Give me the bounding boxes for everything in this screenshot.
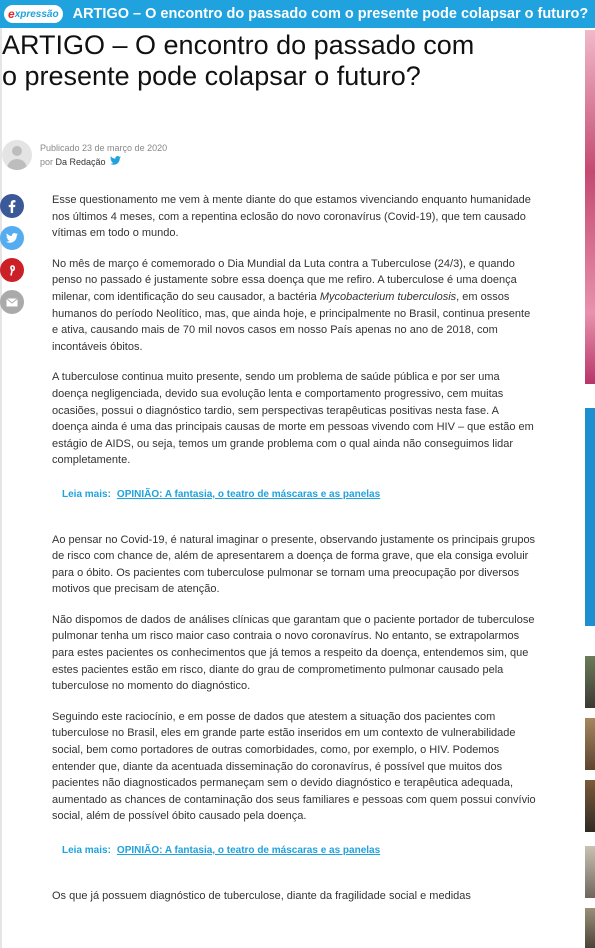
author-name[interactable]: Da Redação xyxy=(55,156,106,167)
article-meta xyxy=(40,141,167,170)
sidebar-thumbnail[interactable] xyxy=(585,718,595,770)
paragraph: No mês de março é comemorado o Dia Mundial da Luta contra a Tuberculose (24/3), e quando penso no passado é justamente sobre essa doença que me refiro. A tuberculose é uma doença milenar, com identificação do seu causador, a bactéria Mycobacterium tuberculosis, em ossos humanos do período Neolítico, mas, que ainda hoje, e principalmente no Brasil, continua presente e ativa, causando mais de 70 mil novos casos em nosso País apenas no ano de 2018, com incontáveis óbitos. xyxy=(52,257,531,353)
twitter-share-button[interactable] xyxy=(0,226,24,250)
sidebar-ad-banner[interactable] xyxy=(585,408,595,626)
pinterest-icon xyxy=(7,264,17,276)
paragraph: Esse questionamento me vem à mente diante do que estamos vivenciando enquanto humanidade nos últimos 4 meses, com a repentina eclosão do novo coronavírus (Covid-19), que tem causado vítimas em todo o mundo. xyxy=(52,194,531,240)
twitter-icon[interactable] xyxy=(110,155,121,169)
paragraph: Seguindo este raciocínio, e em posse de dados que atestem a situação dos pacientes com tuberculose no Brasil, eles em grande parte estão inseridos em um contexto de vulnerabilidade social, bem como portadores de outras comorbidades, como, por exemplo, o HIV. Podemos entender que, diante da acentuada disseminação do coronavírus, é possível que muitos dos pacientes não diagnosticados permaneçam sem o devido diagnóstico e terapêutica adequada, aumentado as chances de contaminação dos seus familiares e pessoas com quem possui convívio social, além de possível óbito causado pela doença. xyxy=(52,710,536,823)
sidebar-thumbnail[interactable] xyxy=(585,846,595,898)
sidebar-thumbnail[interactable] xyxy=(585,908,595,948)
paragraph: Ao pensar no Covid-19, é natural imaginar o presente, observando justamente os principais grupos de risco com chance de, além de apresentarem a doença de forma grave, que ela consiga evoluir para o óbito. Os pacientes com tuberculose pulmonar se tornam uma preocupação por diversos motivos que precisam de atenção. xyxy=(52,533,536,596)
avatar xyxy=(2,140,32,170)
paragraph: Não dispomos de dados de análises clínicas que garantam que o paciente portador de tuberculose pulmonar tenha um risco maior caso contraia o novo coronavírus. No entanto, se extrapolarmos para estes pacientes os conhecimentos que já temos a respeito da doença, entendemos sim, que estes pacientes estão em risco, diante do grau de comprometimento pulmonar causado pela tuberculose no momento do diagnóstico. xyxy=(52,613,535,693)
facebook-icon xyxy=(8,200,16,213)
paragraph: A tuberculose continua muito presente, sendo um problema de saúde pública e por ser uma doença negligenciada, devido sua evolução lenta e comportamento progressivo, cem muitas ocasiões, possui o diagnóstico tardio, sem perspectivas terapêuticas positivas nesta fase. A doença ainda é uma das principais causas de morte em pessoas vivendo com HIV – que estão em estágio de AIDS, ou seja, temos um grande problema com o qual ainda não conseguimos lidar completamente. xyxy=(52,371,534,467)
sidebar-ad-image[interactable] xyxy=(585,30,595,384)
share-buttons xyxy=(0,194,24,322)
publish-date: Publicado 23 de março de 2020 xyxy=(40,142,168,153)
site-logo[interactable]: e xpressão xyxy=(4,5,63,23)
article-title: ARTIGO – O encontro do passado com o presente pode colapsar o futuro? xyxy=(2,30,475,91)
pinterest-share-button[interactable] xyxy=(0,258,24,282)
article-body xyxy=(52,192,537,918)
read-more: Leia mais: OPINIÃO: A fantasia, o teatro de máscaras e as panelas xyxy=(62,845,381,856)
read-more: Leia mais: OPINIÃO: A fantasia, o teatro de máscaras e as panelas xyxy=(62,488,381,500)
email-share-button[interactable] xyxy=(0,290,24,314)
paragraph: Os que já possuem diagnóstico de tuberculose, diante da fragilidade social e medidas xyxy=(52,889,471,902)
author-block xyxy=(2,138,167,172)
sticky-title: ARTIGO – O encontro do passado com o presente pode colapsar o futuro? xyxy=(72,6,589,22)
read-more-link[interactable]: OPINIÃO: A fantasia, o teatro de máscaras e as panelas xyxy=(116,845,381,856)
top-bar xyxy=(0,0,595,28)
byline: por Da Redação xyxy=(40,155,167,170)
facebook-share-button[interactable] xyxy=(0,194,24,218)
sidebar-thumbnail[interactable] xyxy=(585,656,595,708)
email-icon xyxy=(6,298,18,307)
twitter-icon xyxy=(6,233,18,243)
read-more-link[interactable]: OPINIÃO: A fantasia, o teatro de máscaras e as panelas xyxy=(116,488,381,500)
sidebar-thumbnail[interactable] xyxy=(585,780,595,832)
